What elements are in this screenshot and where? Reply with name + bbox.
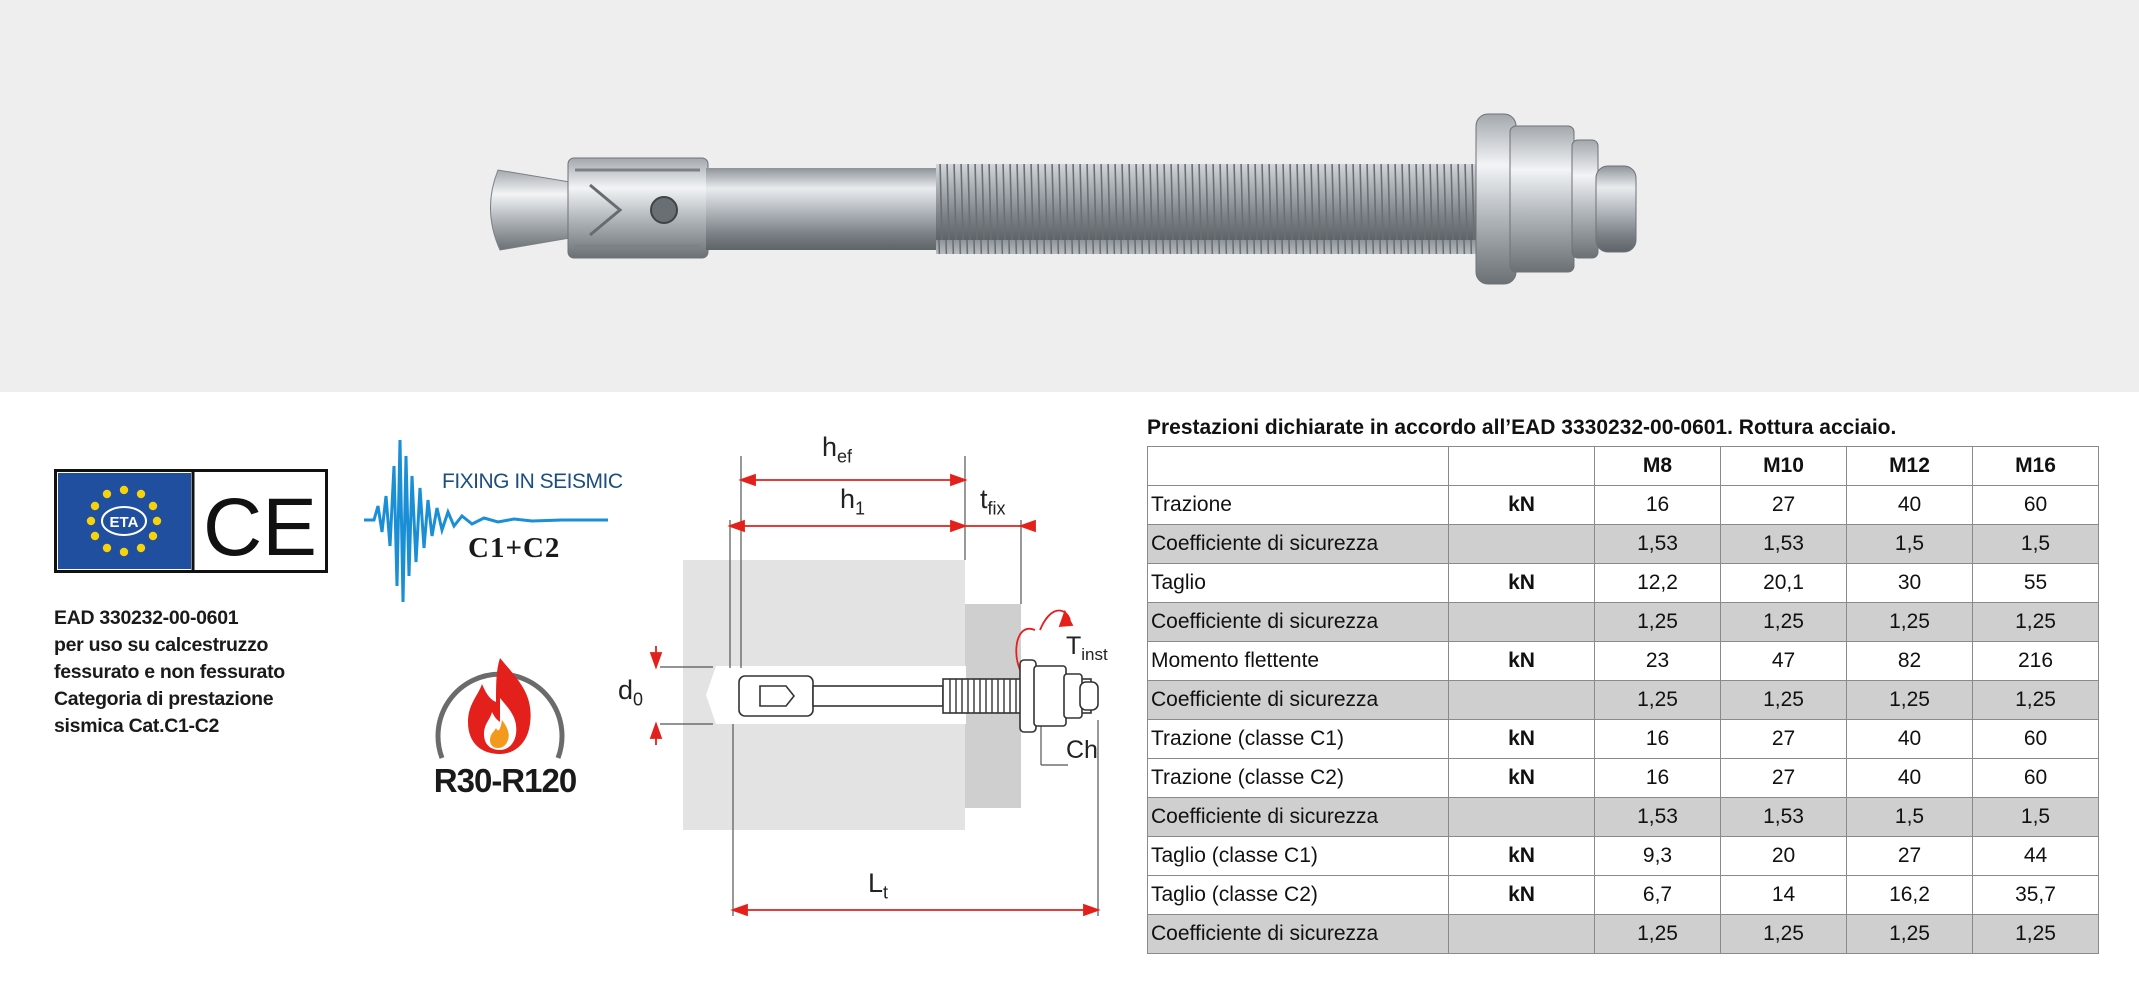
row-value: 60 bbox=[1973, 720, 2099, 759]
row-value: 1,53 bbox=[1595, 798, 1721, 837]
row-value: 35,7 bbox=[1973, 876, 2099, 915]
row-value: 27 bbox=[1721, 720, 1847, 759]
row-label: Trazione (classe C2) bbox=[1148, 759, 1449, 798]
label-h-ef: $h_{ef}$ bbox=[822, 432, 853, 467]
table-row bbox=[1148, 642, 2099, 681]
table-row bbox=[1148, 525, 2099, 564]
label-ch: Ch bbox=[1066, 736, 1098, 764]
description-line: sismica Cat.C1-C2 bbox=[54, 715, 220, 737]
row-value: 60 bbox=[1973, 759, 2099, 798]
row-value: 60 bbox=[1973, 486, 2099, 525]
row-unit: kN bbox=[1449, 720, 1595, 759]
row-value: 9,3 bbox=[1595, 837, 1721, 876]
seismic-waveform-icon bbox=[362, 436, 612, 611]
row-value: 12,2 bbox=[1595, 564, 1721, 603]
row-value: 1,5 bbox=[1973, 798, 2099, 837]
table-row bbox=[1148, 837, 2099, 876]
row-value: 1,25 bbox=[1721, 603, 1847, 642]
row-value: 1,25 bbox=[1847, 603, 1973, 642]
row-value: 1,25 bbox=[1973, 681, 2099, 720]
column-header: M8 bbox=[1595, 447, 1721, 486]
table-row bbox=[1148, 876, 2099, 915]
row-label: Taglio (classe C2) bbox=[1148, 876, 1449, 915]
row-unit: kN bbox=[1449, 759, 1595, 798]
fire-resistance-label: R30-R120 bbox=[433, 762, 577, 799]
row-value: 1,25 bbox=[1847, 681, 1973, 720]
row-label: Coefficiente di sicurezza bbox=[1148, 603, 1449, 642]
row-value: 216 bbox=[1973, 642, 2099, 681]
seismic-title: FIXING IN SEISMIC bbox=[442, 470, 623, 493]
column-header: M10 bbox=[1721, 447, 1847, 486]
row-label: Trazione bbox=[1148, 486, 1449, 525]
label-t-inst: $T_{inst}$ bbox=[1066, 632, 1108, 664]
row-label: Coefficiente di sicurezza bbox=[1148, 525, 1449, 564]
row-value: 30 bbox=[1847, 564, 1973, 603]
row-label: Coefficiente di sicurezza bbox=[1148, 798, 1449, 837]
row-value: 1,25 bbox=[1595, 681, 1721, 720]
row-value: 82 bbox=[1847, 642, 1973, 681]
row-unit bbox=[1449, 681, 1595, 720]
row-unit bbox=[1449, 915, 1595, 954]
row-label: Momento flettente bbox=[1148, 642, 1449, 681]
row-value: 14 bbox=[1721, 876, 1847, 915]
row-value: 1,25 bbox=[1721, 681, 1847, 720]
eta-ce-logo bbox=[54, 469, 328, 578]
table-header-row bbox=[1148, 447, 2099, 486]
row-value: 16 bbox=[1595, 759, 1721, 798]
row-value: 1,5 bbox=[1973, 525, 2099, 564]
row-unit: kN bbox=[1449, 837, 1595, 876]
header-empty bbox=[1449, 447, 1595, 486]
row-value: 16,2 bbox=[1847, 876, 1973, 915]
row-value: 20 bbox=[1721, 837, 1847, 876]
row-value: 1,25 bbox=[1973, 915, 2099, 954]
row-unit: kN bbox=[1449, 486, 1595, 525]
table-row bbox=[1148, 915, 2099, 954]
row-value: 27 bbox=[1847, 837, 1973, 876]
description-line: Categoria di prestazione bbox=[54, 688, 274, 710]
row-unit bbox=[1449, 603, 1595, 642]
performance-table bbox=[1147, 446, 2099, 954]
row-label: Trazione (classe C1) bbox=[1148, 720, 1449, 759]
label-t-fix: $t_{fix}$ bbox=[980, 484, 1006, 519]
row-value: 1,25 bbox=[1721, 915, 1847, 954]
label-l-t: $L_t$ bbox=[868, 868, 889, 903]
svg-text:CE: CE bbox=[203, 482, 317, 573]
ce-mark-icon bbox=[203, 482, 317, 573]
row-value: 40 bbox=[1847, 486, 1973, 525]
header-empty bbox=[1148, 447, 1449, 486]
row-label: Taglio (classe C1) bbox=[1148, 837, 1449, 876]
row-value: 1,53 bbox=[1721, 525, 1847, 564]
row-value: 27 bbox=[1721, 759, 1847, 798]
row-value: 1,53 bbox=[1721, 798, 1847, 837]
row-unit: kN bbox=[1449, 564, 1595, 603]
table-row bbox=[1148, 681, 2099, 720]
label-h-1: $h_1$ bbox=[840, 484, 866, 519]
row-value: 1,53 bbox=[1595, 525, 1721, 564]
installation-diagram bbox=[600, 420, 1120, 935]
row-label: Coefficiente di sicurezza bbox=[1148, 681, 1449, 720]
table-title: Prestazioni dichiarate in accordo all’EAD 3330232-00-0601. Rottura acciaio. bbox=[1147, 416, 1897, 439]
row-value: 1,5 bbox=[1847, 525, 1973, 564]
row-value: 1,25 bbox=[1595, 603, 1721, 642]
row-unit bbox=[1449, 525, 1595, 564]
wedge-anchor-image bbox=[0, 0, 2139, 392]
row-value: 40 bbox=[1847, 759, 1973, 798]
column-header: M16 bbox=[1973, 447, 2099, 486]
product-photo-banner bbox=[0, 0, 2139, 392]
label-d-0: $d_0$ bbox=[618, 675, 644, 710]
row-value: 27 bbox=[1721, 486, 1847, 525]
table-row bbox=[1148, 759, 2099, 798]
description-line: EAD 330232-00-0601 bbox=[54, 607, 239, 629]
row-value: 1,25 bbox=[1973, 603, 2099, 642]
column-header: M12 bbox=[1847, 447, 1973, 486]
row-value: 47 bbox=[1721, 642, 1847, 681]
row-value: 1,25 bbox=[1847, 915, 1973, 954]
row-value: 55 bbox=[1973, 564, 2099, 603]
fire-resistance-icon bbox=[430, 640, 570, 773]
row-label: Taglio bbox=[1148, 564, 1449, 603]
certification-description bbox=[54, 605, 384, 740]
description-line: per uso su calcestruzzo bbox=[54, 634, 269, 656]
table-row bbox=[1148, 720, 2099, 759]
table-row bbox=[1148, 798, 2099, 837]
description-line: fessurato e non fessurato bbox=[54, 661, 285, 683]
row-value: 40 bbox=[1847, 720, 1973, 759]
svg-text:ETA: ETA bbox=[109, 514, 139, 531]
row-value: 20,1 bbox=[1721, 564, 1847, 603]
row-value: 16 bbox=[1595, 720, 1721, 759]
row-unit: kN bbox=[1449, 642, 1595, 681]
row-value: 1,5 bbox=[1847, 798, 1973, 837]
row-value: 23 bbox=[1595, 642, 1721, 681]
row-label: Coefficiente di sicurezza bbox=[1148, 915, 1449, 954]
row-unit bbox=[1449, 798, 1595, 837]
row-value: 1,25 bbox=[1595, 915, 1721, 954]
row-value: 44 bbox=[1973, 837, 2099, 876]
row-value: 16 bbox=[1595, 486, 1721, 525]
table-row bbox=[1148, 486, 2099, 525]
table-row bbox=[1148, 564, 2099, 603]
seismic-class: C1+C2 bbox=[468, 532, 561, 564]
table-row bbox=[1148, 603, 2099, 642]
row-value: 6,7 bbox=[1595, 876, 1721, 915]
row-unit: kN bbox=[1449, 876, 1595, 915]
